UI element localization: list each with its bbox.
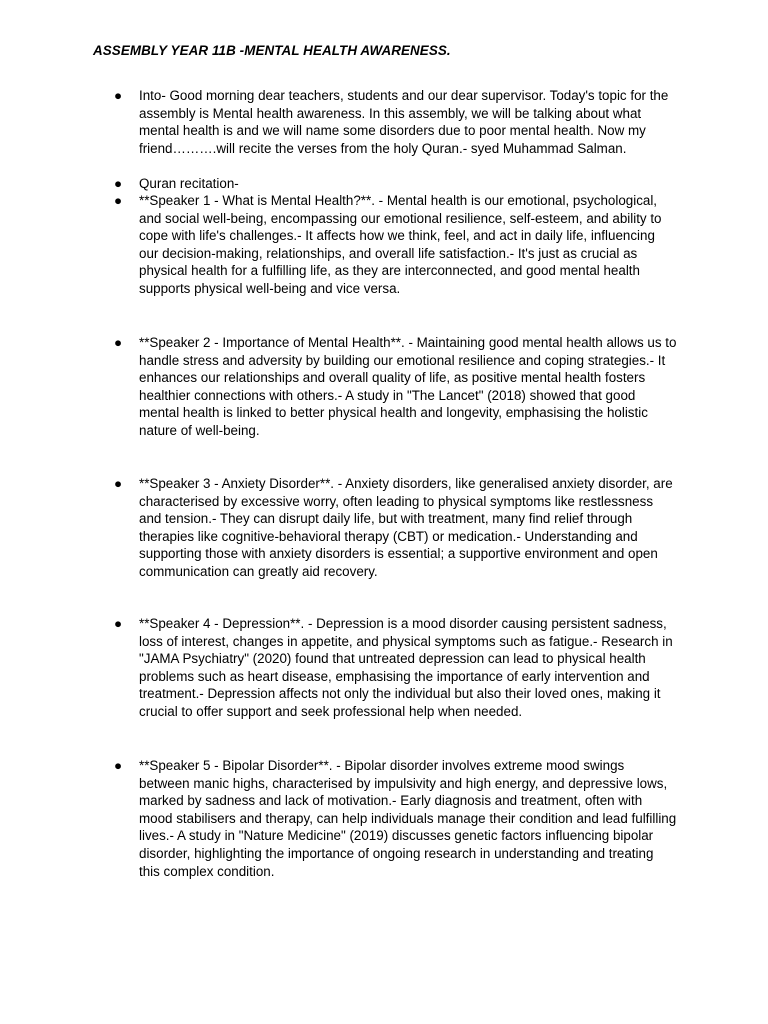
document-title: ASSEMBLY YEAR 11B -MENTAL HEALTH AWARENESS. — [93, 43, 451, 58]
bullet-icon: ● — [114, 193, 123, 208]
bullet-icon: ● — [114, 176, 123, 191]
bullet-icon: ● — [114, 476, 123, 491]
bullet-icon: ● — [114, 88, 123, 103]
list-item-intro: Into- Good morning dear teachers, students and our dear supervisor. Today's topic for the assembly is Mental health awareness. In this assembly, we will be talking about what mental health is and we will name some disorders due to poor mental health. Now my friend……….will recite the verses from the holy Quran.- syed Muhammad Salman. — [139, 88, 669, 156]
list-item-speaker-5: **Speaker 5 - Bipolar Disorder**. - Bipolar disorder involves extreme mood swings between manic highs, characterised by impulsivity and high energy, and depressive lows, marked by sadness and lack of motivation.- Early diagnosis and treatment, often with mood stabilisers and therapy, can help individuals manage their condition and lead fulfilling lives.- A study in "Nature Medicine" (2019) discusses genetic factors influencing bipolar disorder, highlighting the importance of ongoing research in understanding and treating this complex condition. — [139, 758, 677, 879]
list-item-speaker-1: **Speaker 1 - What is Mental Health?**. - Mental health is our emotional, psychological, and social well-being, encompassing our emotional resilience, self-esteem, and ability to cope with life's challenges.- It affects how we think, feel, and act in daily life, influencing our decision-making, relationships, and overall life satisfaction.- It's just as crucial as physical health for a fulfilling life, as they are interconnected, and good mental health supports physical well-being and vice versa. — [139, 193, 662, 296]
list-item-quran-recitation: Quran recitation- — [139, 176, 239, 191]
bullet-icon: ● — [114, 616, 123, 631]
bullet-icon: ● — [114, 758, 123, 773]
list-item-speaker-2: **Speaker 2 - Importance of Mental Health**. - Maintaining good mental health allows us to handle stress and adversity by building our emotional resilience and coping strategies.- It enhances our relationships and overall quality of life, as positive mental health fosters healthier connections with others.- A study in "The Lancet" (2018) showed that good mental health is linked to better physical health and longevity, emphasising the holistic nature of well-being. — [139, 335, 677, 438]
bullet-icon: ● — [114, 335, 123, 350]
list-item-speaker-4: **Speaker 4 - Depression**. - Depression is a mood disorder causing persistent sadness, loss of interest, changes in appetite, and physical symptoms such as fatigue.- Research in "JAMA Psychiatry" (2020) found that untreated depression can lead to physical health problems such as heart disease, emphasising the importance of early intervention and treatment.- Depression affects not only the individual but also their loved ones, making it crucial to offer support and seek professional help when needed. — [139, 616, 673, 719]
list-item-speaker-3: **Speaker 3 - Anxiety Disorder**. - Anxiety disorders, like generalised anxiety disorder, are characterised by excessive worry, often leading to physical symptoms like restlessness and tension.- They can disrupt daily life, but with treatment, many find relief through therapies like cognitive-behavioral therapy (CBT) or medication.- Understanding and supporting those with anxiety disorders is essential; a supportive environment and open communication can greatly aid recovery. — [139, 476, 673, 579]
